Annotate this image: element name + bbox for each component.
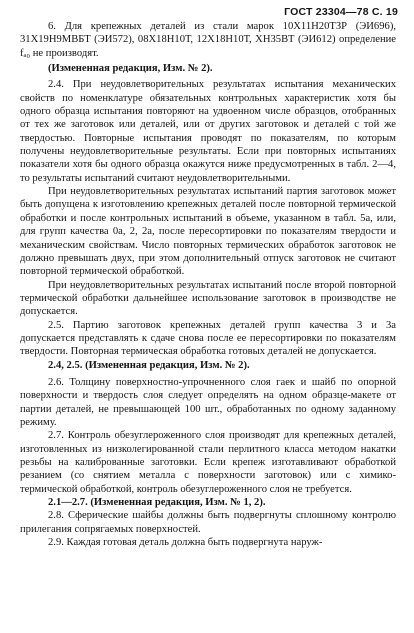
clause-2-4-paragraph: 2.4. При неудовлетворительных результатах испытания механических свойств по номенклатуре обязательных контрольных характеристик хотя бы одного образца испытания повторяют на удвоенном числе образцов, отобранных от тех же заготовок или деталей, или от других заготовок и деталей с той же твердостью. Повторные испытания проводят по показателям, по которым получены неудовлетворительные результаты. Если при повторных испытаниях показатели хотя бы одного образца окажутся ниже предусмотренных в табл. 2—4, то результаты испытаний считают неудовлетворительными. [20, 79, 396, 184]
clause-2-4-retest-paragraph: При неудовлетворительных результатах испытаний партия заготовок может быть допущена к изготовлению крепежных деталей после повторной термической обработки и после контрольных испытаний в объеме, указанном в табл. 5а, или, для групп качества 0а, 2, 2а, после пересортировки по показателям твердости и механическим свойствам. Число повторных термических обработок заготовок не должно превышать двух, при этом дополнительный отпуск заготовок не считают повторной термической обработкой. [20, 186, 396, 278]
standard-number: ГОСТ 23304—78 [284, 6, 369, 18]
document-body [20, 20, 396, 549]
amendment-note: 2.1—2.7. (Измененная редакция, Изм. № 1, 2). [48, 497, 266, 509]
amendment-note: (Измененная редакция, Изм. № 2). [48, 63, 213, 75]
note-6-paragraph: 6. Для крепежных деталей из стали марок 10Х11Н20ТЗР (ЭИ696), 31Х19Н9МВБТ (ЭИ572), 08Х18Н10Т, 12Х18Н10Т, ХН35ВТ (ЭИ612) определение fₐ₀ не производят. [20, 21, 396, 59]
page-number: С. 19 [371, 6, 398, 18]
amendment-note: 2.4, 2.5. (Измененная редакция, Изм. № 2). [48, 359, 250, 371]
clause-2-6-paragraph: 2.6. Толщину поверхностно-упрочненного слоя гаек и шайб по опорной поверхности и твердость слоя следует определять на одном образце-макете от партии деталей, не превышающей 100 шт., обработанных по одному заданному режиму. [20, 376, 396, 428]
clause-2-7-paragraph: 2.7. Контроль обезуглероженного слоя производят для крепежных деталей, изготовленных из низколегированной стали перлитного класса методом накатки резьбы на калиброванные заготовки. Если крепеж изготавливают обработкой резанием (со снятием металла с поверхности заготовок) или с химико-термической обработкой, контроль обезуглероженного слоя не требуется. [20, 430, 396, 495]
clause-2-8-paragraph: 2.8. Сферические шайбы должны быть подвергнуты сплошному контролю прилегания сопрягаемых поверхностей. [20, 510, 396, 535]
clause-2-9-paragraph: 2.9. Каждая готовая деталь должна быть подвергнута наруж- [48, 537, 323, 549]
clause-2-4-final-paragraph: При неудовлетворительных результатах испытаний после второй повторной термической обработки дальнейшее использование заготовок в производстве не допускается. [20, 279, 396, 318]
page-header [284, 6, 398, 18]
clause-2-5-paragraph: 2.5. Партию заготовок крепежных деталей групп качества 3 и 3а допускается представлять к сдаче снова после ее пересортировки по показателям твердости. Повторная термическая обработка готовых деталей не допускается. [20, 319, 396, 358]
